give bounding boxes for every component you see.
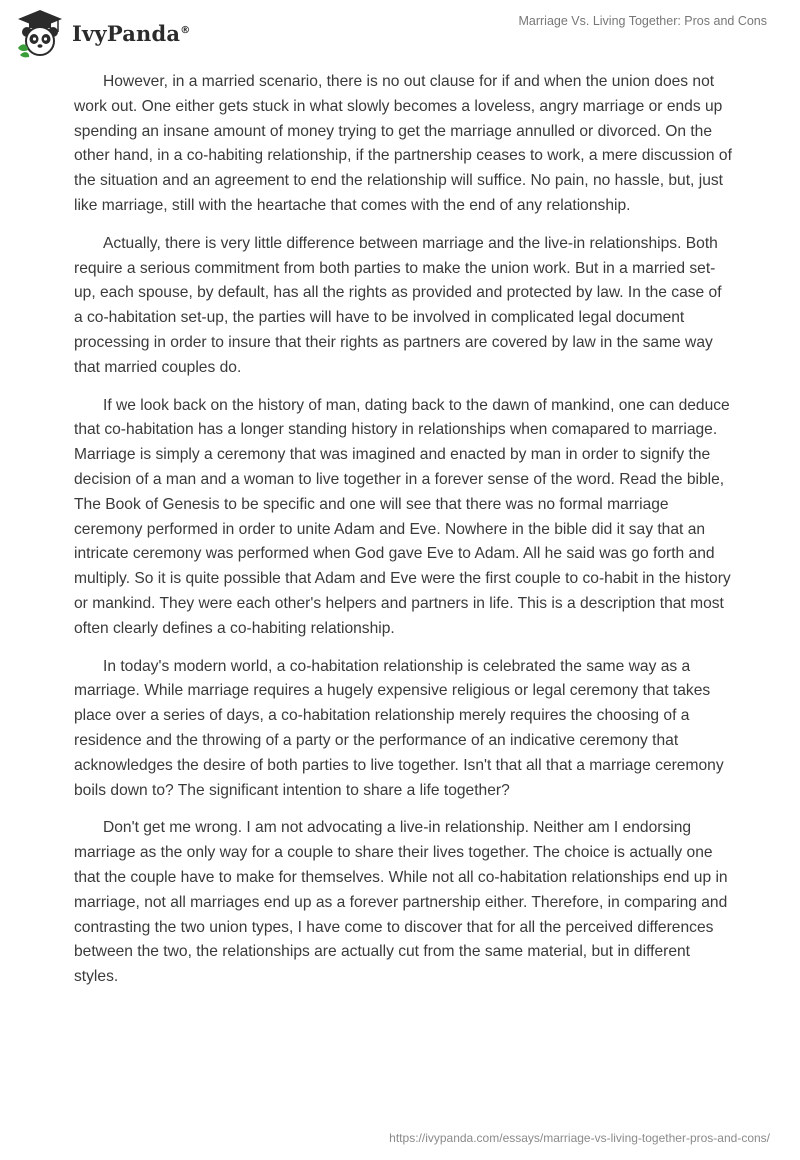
logo-wordmark: IvyPanda® bbox=[72, 20, 191, 46]
page-header bbox=[0, 0, 800, 70]
panda-graduate-icon bbox=[14, 8, 66, 58]
paragraph: Don't get me wrong. I am not advocating a live-in relationship. Neither am I endorsing marriage as the only way for a couple to share their lives together. The choice is actually one that the couple have to make for themselves. While not all co-habitation relationships end up in marriage, not all marriages end up as a forever partnership either. Therefore, in comparing and contrasting the two union types, I have come to discover that for all the perceived differences between the two, the relationships are actually cut from the same material, but in different styles. bbox=[74, 819, 728, 986]
document-title: Marriage Vs. Living Together: Pros and Cons bbox=[518, 14, 767, 28]
paragraph: However, in a married scenario, there is no out clause for if and when the union does not work out. One either gets stuck in what slowly becomes a loveless, angry marriage or ends up spending an insane amount of money trying to get the marriage annulled or divorced. On the other hand, in a co-habiting relationship, if the partnership ceases to work, a mere discussion of the situation and an agreement to end the relationship will suffice. No pain, no hassle, but, just like marriage, still with the heartache that comes with the end of any relationship. bbox=[74, 73, 732, 214]
source-url-link[interactable]: https://ivypanda.com/essays/marriage-vs-living-together-pros-and-cons/ bbox=[389, 1131, 770, 1145]
paragraph: Actually, there is very little difference between marriage and the live-in relationships. Both require a serious commitment from both parties to make the union work. But in a married set-up, each spouse, by default, has all the rights as provided and protected by law. In the case of a co-habitation set-up, the parties will have to be involved in complicated legal document processing in order to insure that their rights as partners are covered by law in the same way that married couples do. bbox=[74, 234, 722, 376]
essay-body bbox=[74, 70, 734, 1003]
ivypanda-logo[interactable] bbox=[14, 8, 190, 58]
paragraph: If we look back on the history of man, dating back to the dawn of mankind, one can deduce that co-habitation has a longer standing history in relationships when comapared to marriage. Marriage is simply a ceremony that was imagined and enacted by man in order to signify the decision of a man and a woman to live together in a forever sense of the word. Read the bible, The Book of Genesis to be specific and one will see that there was no formal marriage ceremony performed in order to unite Adam and Eve. Nowhere in the bible did it say that an intricate ceremony was performed when God gave Eve to Adam. All he said was go forth and multiply. So it is quite possible that Adam and Eve were the first couple to co-habit in the history or mankind. They were each other's helpers and partners in life. This is a description that most often clearly defines a co-habiting relationship. bbox=[74, 396, 731, 637]
registered-mark: ® bbox=[180, 24, 191, 36]
paragraph: In today's modern world, a co-habitation relationship is celebrated the same way as a marriage. While marriage requires a hugely expensive religious or legal ceremony that takes place over a series of days, a co-habitation relationship merely requires the choosing of a residence and the throwing of a party or the performance of an indicative ceremony that acknowledges the desire of both parties to live together. Isn't that all that a marriage ceremony boils down to? The significant intention to share a life together? bbox=[74, 657, 724, 799]
